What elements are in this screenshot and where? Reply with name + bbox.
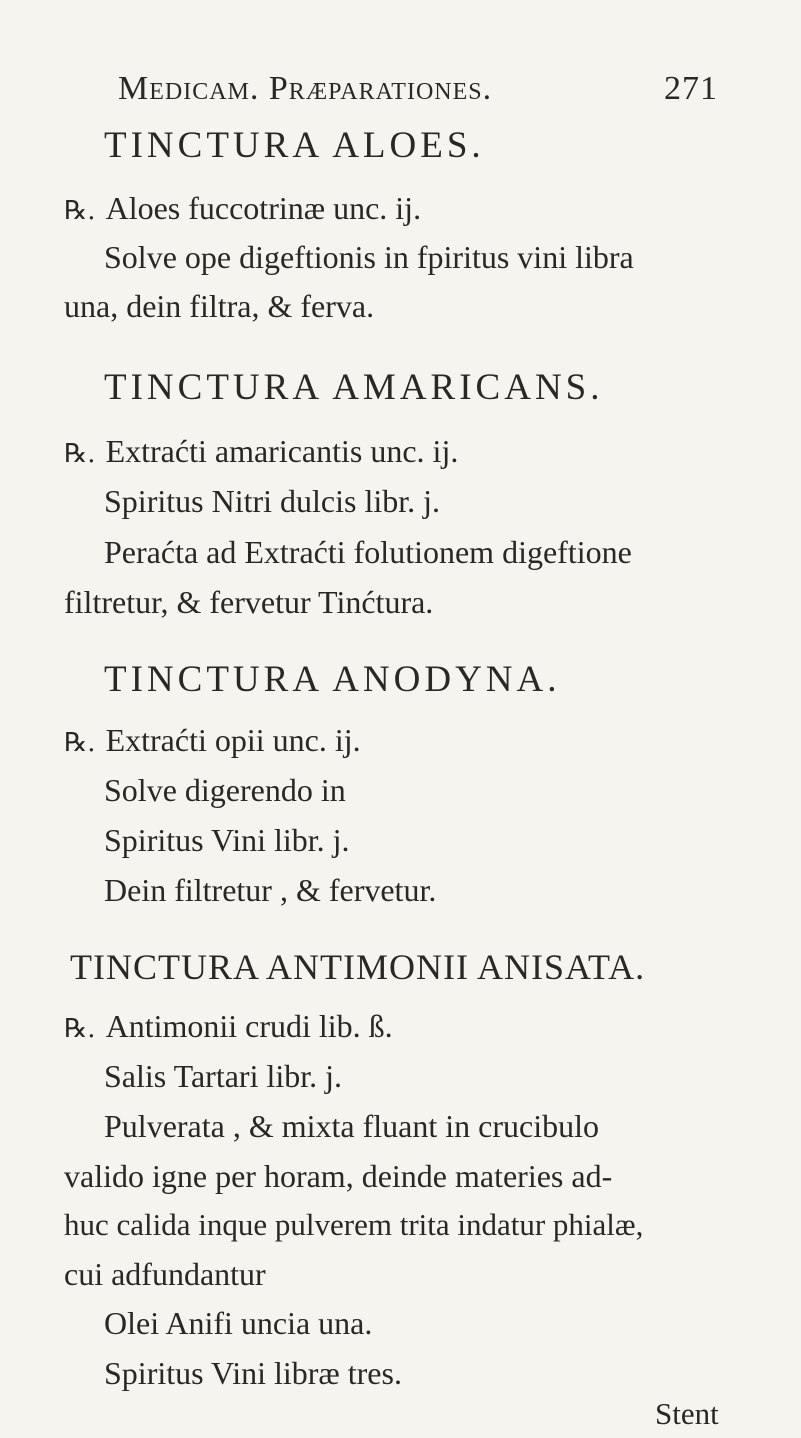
text-line: Spiritus Nitri dulcis libr. j. bbox=[104, 483, 441, 519]
recipe-line: ℞. Antimonii crudi lib. ß. bbox=[64, 1008, 393, 1044]
recipe-symbol: ℞. bbox=[64, 439, 96, 469]
page-number: 271 bbox=[664, 70, 718, 107]
section-heading-antimonii: TINCTURA ANTIMONII ANISATA. bbox=[70, 947, 646, 987]
section-heading-amaricans: TINCTURA AMARICANS. bbox=[104, 367, 604, 408]
text-line: una, dein filtra, & ferva. bbox=[64, 288, 375, 324]
text-line: Solve digerendo in bbox=[104, 772, 346, 808]
text-line: Pulverata , & mixta fluant in crucibulo bbox=[104, 1108, 599, 1144]
recipe-line: ℞. Extraćti amaricantis unc. ij. bbox=[64, 433, 459, 469]
text-line: Spiritus Vini libræ tres. bbox=[104, 1355, 402, 1391]
running-head bbox=[118, 70, 718, 120]
catchword: Stent bbox=[655, 1396, 719, 1431]
text-line: Peraćta ad Extraćti folutionem digeftione bbox=[104, 534, 632, 570]
text-line: huc calida inque pulverem trita indatur phialæ, bbox=[64, 1207, 644, 1242]
text-line: Olei Anifi uncia una. bbox=[104, 1305, 373, 1341]
text-line: Solve ope digeftionis in fpiritus vini libra bbox=[104, 239, 634, 275]
text-line: Salis Tartari libr. j. bbox=[104, 1058, 343, 1094]
recipe-symbol: ℞. bbox=[64, 196, 96, 226]
recipe-symbol: ℞. bbox=[64, 1014, 96, 1044]
recipe-line: ℞. Aloes fuccotrinæ unc. ij. bbox=[64, 190, 422, 226]
text-line: Dein filtretur , & fervetur. bbox=[104, 872, 437, 908]
text-line: cui adfundantur bbox=[64, 1256, 266, 1292]
section-heading-anodyna: TINCTURA ANODYNA. bbox=[104, 659, 561, 700]
text-line: valido igne per horam, deinde materies ad- bbox=[64, 1158, 613, 1194]
recipe-line: ℞. Extraćti opii unc. ij. bbox=[64, 722, 361, 758]
text-line: Spiritus Vini libr. j. bbox=[104, 822, 350, 858]
text-line: filtretur, & fervetur Tinćtura. bbox=[64, 584, 434, 620]
recipe-symbol: ℞. bbox=[64, 728, 96, 758]
section-heading-aloes: TINCTURA ALOES. bbox=[104, 125, 485, 166]
running-head-title: Medicam. Præparationes. bbox=[118, 70, 493, 107]
